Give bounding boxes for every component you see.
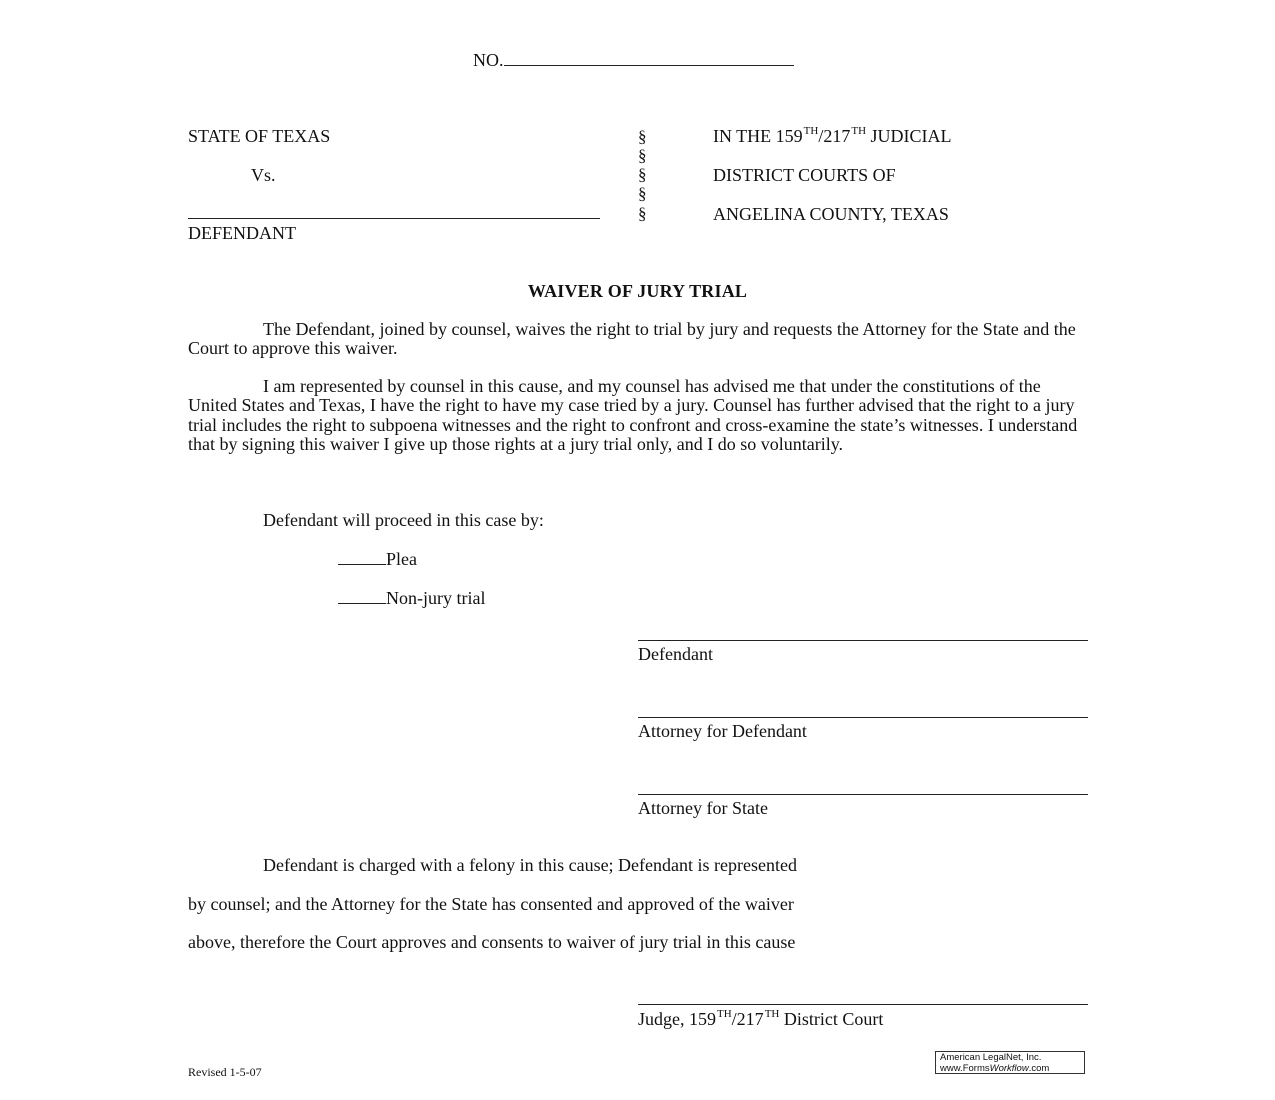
judge-signature-line[interactable] (638, 1004, 1088, 1005)
plea-label: Plea (386, 549, 417, 569)
defendant-signature-line[interactable] (638, 640, 1088, 641)
url-part: Workflow (989, 1062, 1029, 1074)
defendant-name-line[interactable] (188, 218, 600, 219)
attorney-defendant-signature-label: Attorney for Defendant (638, 721, 807, 741)
revision-date: Revised 1-5-07 (188, 1065, 262, 1079)
attorney-state-signature-label: Attorney for State (638, 798, 768, 818)
document-title: WAIVER OF JURY TRIAL (527, 281, 748, 301)
url-part: www.Forms (940, 1062, 990, 1074)
waiver-paragraph (188, 320, 1088, 359)
cause-number-blank[interactable] (504, 65, 794, 66)
court-line-3: ANGELINA COUNTY, TEXAS (713, 204, 949, 224)
state-of-texas: STATE OF TEXAS (188, 126, 331, 146)
waiver-paragraph-text: The Defendant, joined by counsel, waives the right to trial by jury and requests the Attorney for the State and the Court to approve this waiver. (188, 319, 1076, 359)
ordinal-suffix: TH (803, 125, 819, 137)
judge-text: /217 (731, 1009, 764, 1029)
ordinal-suffix: TH (851, 125, 867, 137)
attorney-state-signature-line[interactable] (638, 794, 1088, 795)
court-line-1 (713, 127, 952, 145)
judge-text: Judge, 159 (638, 1009, 716, 1029)
rights-paragraph (188, 377, 1088, 454)
non-jury-label: Non-jury trial (386, 588, 486, 608)
judicial-text: JUDICIAL (866, 126, 952, 146)
court-line-2: DISTRICT COURTS OF (713, 165, 896, 185)
defendant-signature-label: Defendant (638, 644, 713, 664)
court-finding-line: by counsel; and the Attorney for the State has consented and approved of the waiver (188, 894, 794, 914)
court-finding-line: above, therefore the Court approves and consents to waiver of jury trial in this cause (188, 932, 796, 952)
judge-signature-label (638, 1010, 883, 1028)
proceed-statement: Defendant will proceed in this case by: (263, 510, 544, 530)
publisher-url (940, 1064, 1084, 1075)
option-non-jury (338, 589, 485, 607)
publisher-name: American LegalNet, Inc. (940, 1052, 1042, 1063)
ordinal-suffix: TH (764, 1008, 780, 1020)
ordinal-suffix: TH (717, 1008, 732, 1020)
section-mark: § (638, 127, 647, 146)
court-number-text: IN THE 159 (713, 126, 803, 146)
section-mark: § (638, 165, 647, 184)
publisher-stamp (935, 1051, 1085, 1074)
section-mark: § (638, 184, 647, 203)
option-plea (338, 550, 417, 568)
judge-text: District Court (779, 1009, 884, 1029)
url-part: .com (1028, 1062, 1050, 1074)
non-jury-checkbox-blank[interactable] (338, 603, 386, 604)
cause-number-label: NO. (473, 50, 504, 70)
plea-checkbox-blank[interactable] (338, 564, 386, 565)
court-number-text: /217 (818, 126, 851, 146)
attorney-defendant-signature-line[interactable] (638, 717, 1088, 718)
section-mark: § (638, 204, 647, 223)
section-mark: § (638, 146, 647, 165)
rights-paragraph-text: I am represented by counsel in this cause, and my counsel has advised me that under the constitutions of the United States and Texas, I have the right to have my case tried by a jury. Counsel has further advised that the right to a jury trial includes the right to subpoena witnesses and the right to confront and cross-examine the state’s witnesses. I understand that by signing this waiver I give up those rights at a jury trial only, and I do so voluntarily. (188, 376, 1078, 454)
defendant-caption-label: DEFENDANT (188, 223, 296, 243)
versus-label: Vs. (251, 165, 276, 185)
cause-number (473, 51, 794, 69)
court-finding-line: Defendant is charged with a felony in this cause; Defendant is represented (263, 855, 797, 875)
